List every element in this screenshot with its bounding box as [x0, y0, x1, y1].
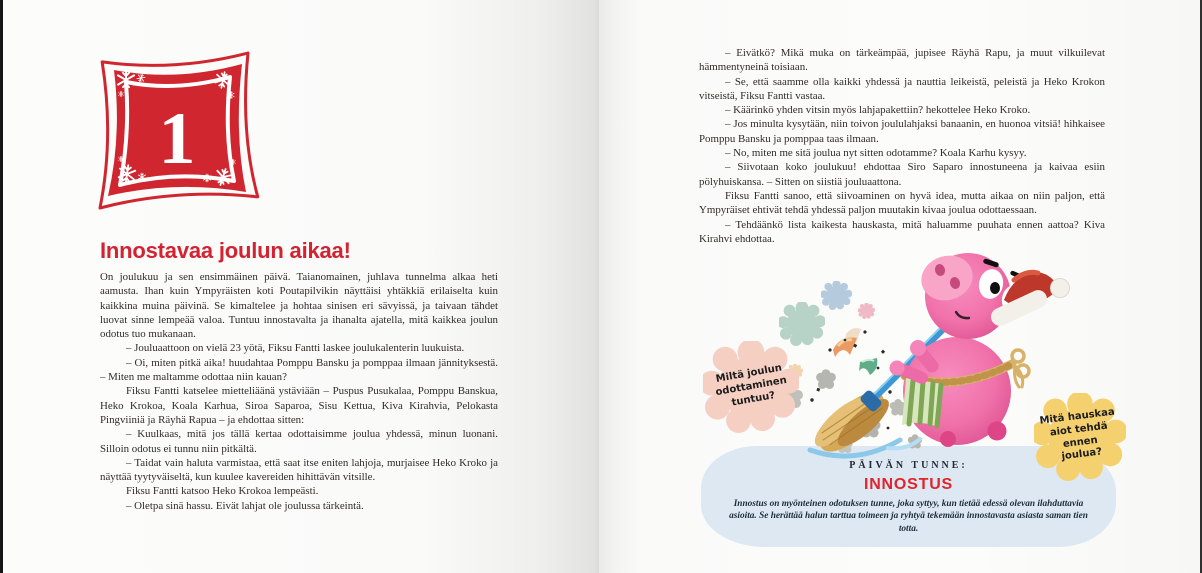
confetti — [833, 328, 877, 375]
story-paragraph: Fiksu Fantti katselee mietteliäänä ystäviään – Puspus Pusukalaa, Pomppu Banskua, Heko Krokoa, Koala Karhua, Siroa Saparoa, Sisu Kettua, Kiva Kirahvia, Pelokasta Pingviiniä ja Räyhä Rapua – ja ehdottaa sitten: — [100, 385, 498, 426]
story-paragraph: – Jos minulta kysytään, niin toivon joululahjaksi banaanin, en huonoa vitsiä! hihkaisee Pomppu Bansku ja pomppaa taas ilmaan. — [699, 118, 1105, 145]
emotion-panel-label: PÄIVÄN TUNNE: — [849, 460, 968, 471]
speech-bubble-left — [703, 341, 799, 433]
chapter-title: Innostavaa joulun aikaa! — [100, 238, 351, 263]
pig-foot — [988, 422, 1007, 441]
story-paragraph: – Oi, miten pitkä aika! huudahtaa Pomppu Bansku ja pomppaa ilmaan jännityksestä. – Miten me maltamme odottaa niin kauan? — [100, 356, 498, 384]
story-paragraph: – No, miten me sitä joulua nyt sitten odotamme? Koala Karhu kysyy. — [725, 147, 1027, 160]
right-page-text — [699, 46, 1105, 246]
story-paragraph: – Käärinkö yhden vitsin myös lahjapakettiin? hekottelee Heko Kroko. — [725, 104, 1031, 117]
bubble-question-right: Mitä hauskaa aiot tehdä ennen joulua? — [1039, 406, 1116, 464]
book-edge-left — [0, 0, 3, 573]
story-paragraph: – Jouluaattoon on vielä 23 yötä, Fiksu Fantti laskee joulukalenterin luukuista. — [126, 342, 465, 355]
story-paragraph: – Taidat vain haluta varmistaa, että saat itse eniten lahjoja, murjaisee Heko Kroko ja näyttää tyytyväiseltä, kun kuulee kavereiden hihittävän vitsille. — [100, 456, 498, 484]
left-page-text — [100, 270, 498, 513]
advent-calendar-door-illustration — [84, 46, 266, 216]
story-paragraph: Fiksu Fantti sanoo, että siivoaminen on hyvä idea, mutta aikaa on niin paljon, että Ympyräiset ehtivät tehdä yhdessä paljon muutakin kivaa joulua odottaessaan. — [699, 189, 1105, 217]
story-paragraph: – Siivotaan koko joulukuu! ehdottaa Siro Saparo innostuneena ja kaivaa esiin pölyhuiskansa. – Sitten on siistiä jouluaattona. — [699, 161, 1105, 188]
emotion-description: Innostus on myönteinen odotuksen tunne, joka syttyy, kun tietää edessä olevan ilahduttavia asioita. Se herättää halun tarttua toimeen ja ryhtyä tekemään innostavasta asiasta saman tien totta. — [729, 499, 1088, 534]
story-paragraph: – Eivätkö? Mikä muka on tärkeämpää, jupisee Räyhä Rapu, ja muut vilkuilevat hämmentyneinä toisiaan. — [699, 47, 1105, 74]
speech-bubble-right — [1034, 393, 1126, 481]
bubble-question-left: Miltä joulun odottaminen tuntuu? — [714, 362, 788, 408]
story-paragraph: – Tehdäänkö lista kaikesta hauskasta, mitä haluamme puuhata ennen aattoa? Kiva Kirahvi ehdottaa. — [699, 218, 1105, 245]
story-paragraph: On joulukuu ja sen ensimmäinen päivä. Taianomainen, juhlava tunnelma alkaa heti aamusta. Ihan kuin Ympyräisten koti Poutapilvikin näyttäisi yhtäkkiä erilaiselta kuin kaikkina muina päivinä. Se kimaltelee ja hohtaa sinisen eri sävyissä, ja taivaan tähdet luovat sinne lempeää valoa. Tuntuu innostavalta ja ihanalta ajatella, mitä kaikkea joulun odotus tuo mukanaan. — [100, 271, 498, 341]
door-number: 1 — [158, 98, 196, 180]
emotion-name: INNOSTUS — [863, 476, 954, 493]
pig-foot — [940, 431, 956, 447]
story-paragraph: – Se, että saamme olla kaikki yhdessä ja nauttia leikeistä, peleistä ja Heko Krokon vitseistä, Fiksu Fantti vastaa. — [699, 75, 1105, 102]
story-paragraph: – Kuulkaas, mitä jos tällä kertaa odottaisimme joulua yhdessä, minun luonani. Silloin odotus ei tunnu niin pitkältä. — [100, 428, 498, 455]
story-paragraph: – Oletpa sinä hassu. Eivät lahjat ole joulussa tärkeintä. — [126, 499, 364, 512]
story-paragraph: Fiksu Fantti katsoo Heko Krokoa lempeästi. — [126, 485, 319, 498]
apron-cloth — [902, 378, 942, 427]
